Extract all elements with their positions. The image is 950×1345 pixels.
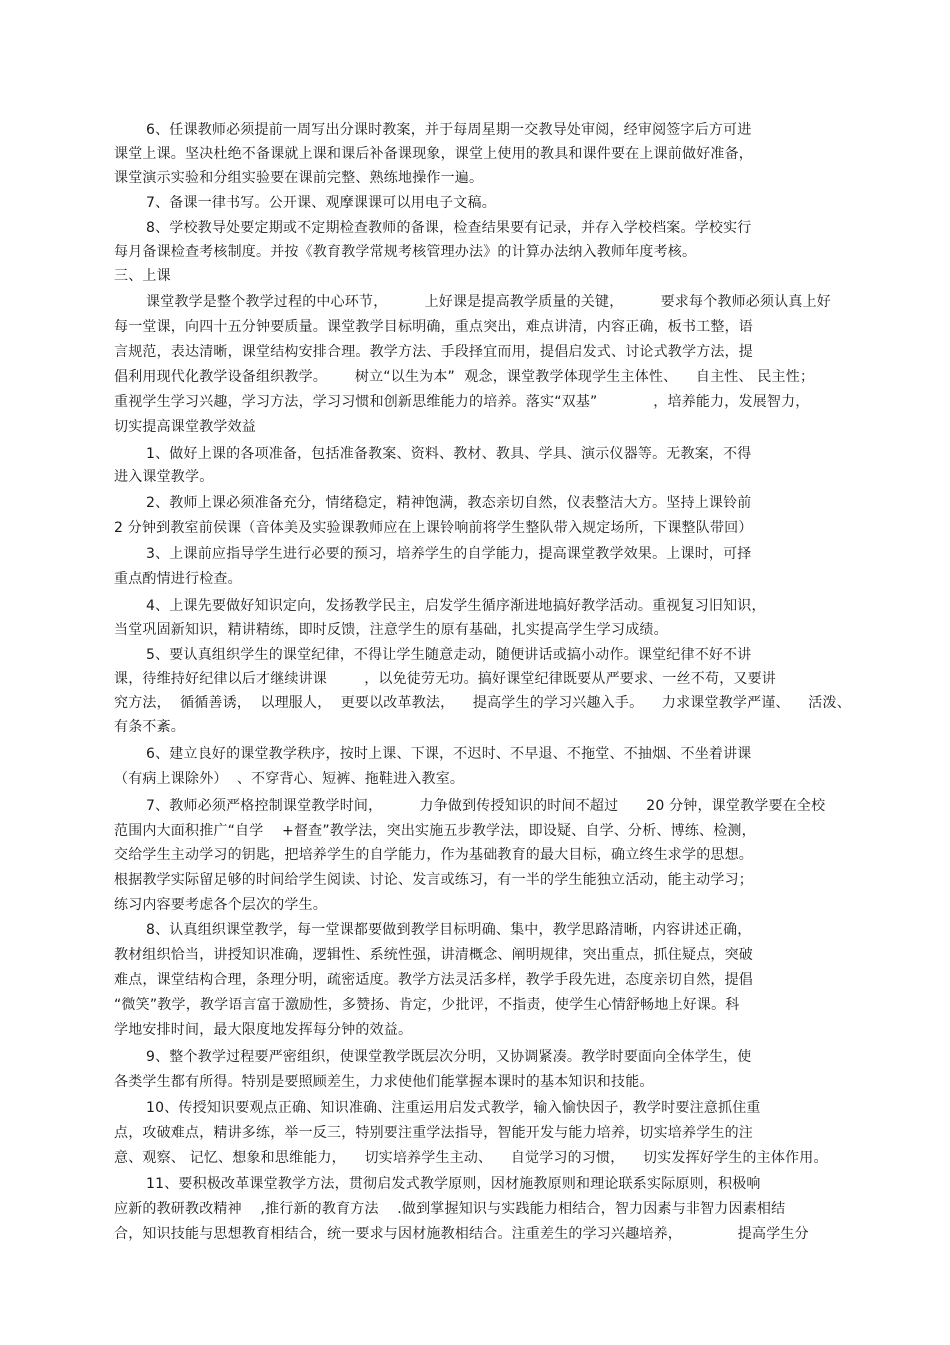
text-line: 课堂教学是整个教学过程的中心环节， 上好课是提高教学质量的关键， 要求每个教师必须认真上好 (146, 294, 832, 310)
text-line: 倡利用现代化教学设备组织教学。 树立“以生为本” 观念，课堂教学体现学生主体性、 自主性、 民主性； (114, 369, 815, 385)
text-line: 当堂巩固新知识，精讲精练，即时反馈，注意学生的原有基础，扎实提高学生学习成绩。 (114, 622, 668, 638)
text-line: 11、要积极改革课堂教学方法，贯彻启发式教学原则，因材施教原则和理论联系实际原则，积极响 (146, 1176, 761, 1192)
text-line: 重视学生学习兴趣，学习方法，学习习惯和创新思维能力的培养。落实“双基” ，培养能力，发展智力， (114, 394, 810, 410)
text-line: 有条不紊。 (114, 719, 185, 735)
text-line: 5、要认真组织学生的课堂纪律，不得让学生随意走动，随便讲话或搞小动作。课堂纪律不好不讲 (146, 647, 752, 663)
text-line: 练习内容要考虑各个层次的学生。 (114, 897, 327, 913)
text-line: 究方法， 循循善诱， 以理服人， 更要以改革教法， 提高学生的学习兴趣入手。 力求课堂教学严谨、 活泼、 (114, 695, 851, 711)
text-line: 合，知识技能与思想教育相结合，统一要求与因材施教相结合。注重差生的学习兴趣培养， 提高学生分 (114, 1226, 809, 1242)
text-line: 1、做好上课的各项准备，包括准备教案、资料、教材、教具、学具、演示仪器等。无教案，不得 (146, 446, 752, 462)
text-line: 4、上课先要做好知识定向，发扬教学民主，启发学生循序渐进地搞好教学活动。重视复习旧知识， (146, 598, 766, 614)
text-line: 重点酌情进行检查。 (114, 571, 242, 587)
text-line: 意、观察、 记忆、想象和思维能力， 切实培养学生主动、 自觉学习的习惯， 切实发挥好学生的主体作用。 (114, 1150, 828, 1166)
text-line: 每一堂课，向四十五分钟要质量。课堂教学目标明确，重点突出，难点讲清，内容正确，板书工整，语 (114, 319, 753, 335)
text-line: 7、备课一律书写。公开课、观摩课课可以用电子文稿。 (146, 195, 496, 211)
text-line: 点，攻破难点，精讲多练，举一反三，特别要注重学法指导，智能开发与能力培养，切实培养学生的注 (114, 1125, 753, 1141)
text-line: 8、学校教导处要定期或不定期检查教师的备课，检查结果要有记录，并存入学校档案。学校实行 (146, 220, 752, 236)
text-line: 各类学生都有所得。特别是要照顾差生，力求使他们能掌握本课时的基本知识和技能。 (114, 1074, 654, 1090)
text-line: 进入课堂教学。 (114, 469, 214, 485)
section-heading: 三、上课 (114, 268, 171, 284)
text-line: 范围内大面积推广“自学 +督查”教学法，突出实施五步教学法，即设疑、自学、分析、博练、检测， (114, 823, 756, 839)
text-line: 根据教学实际留足够的时间给学生阅读、讨论、发言或练习，有一半的学生能独立活动，能主动学习； (114, 872, 753, 888)
text-line: 2 分钟到教室前侯课（音体美及实验课教师应在上课铃响前将学生整队带入规定场所，下课整队带回） (114, 520, 753, 536)
text-line: 言规范，表达清晰，课堂结构安排合理。教学方法、手段择宜而用，提倡启发式、讨论式教学方法，提 (114, 344, 753, 360)
text-line: 教材组织恰当，讲授知识准确，逻辑性、系统性强，讲清概念、阐明规律，突出重点，抓住疑点，突破 (114, 947, 753, 963)
text-line: 6、建立良好的课堂教学秩序，按时上课、下课，不迟时、不早退、不拖堂、不抽烟、不坐着讲课 (146, 746, 752, 762)
text-line: 课堂上课。坚决杜绝不备课就上课和课后补备课现象，课堂上使用的教具和课件要在上课前做好准备， (114, 146, 753, 162)
text-line: 课，待维持好纪律以后才继续讲课 ，以免徒劳无功。搞好课堂纪律既要从严要求、一丝不苟，又要讲 (114, 671, 776, 687)
text-line: 7、教师必须严格控制课堂教学时间， 力争做到传授知识的时间不超过 20 分钟，课堂教学要在全校 (146, 798, 826, 814)
text-line: “微笑”教学，教学语言富于激励性，多赞扬、肯定，少批评，不指责，使学生心情舒畅地上好课。科 (114, 997, 740, 1013)
text-line: 8、认真组织课堂教学，每一堂课都要做到教学目标明确、集中，教学思路清晰，内容讲述正确， (146, 922, 752, 938)
text-line: 交给学生主动学习的钥匙，把培养学生的自学能力，作为基础教育的最大目标，确立终生求学的思想。 (114, 847, 753, 863)
text-line: 3、上课前应指导学生进行必要的预习，培养学生的自学能力，提高课堂教学效果。上课时，可择 (146, 546, 752, 562)
text-line: 6、任课教师必须提前一周写出分课时教案，并于每周星期一交教导处审阅，经审阅签字后方可进 (146, 122, 752, 138)
text-line: 难点，课堂结构合理，条理分明，疏密适度。教学方法灵活多样，教学手段先进，态度亲切自然，提倡 (114, 972, 753, 988)
text-line: 2、教师上课必须准备充分，情绪稳定，精神饱满，教态亲切自然，仪表整洁大方。坚持上课铃前 (146, 495, 752, 511)
text-line: 切实提高课堂教学效益 (114, 419, 256, 435)
text-line: 应新的教研教改精神 ,推行新的教育方法 .做到掌握知识与实践能力相结合，智力因素与非智力因素相结 (114, 1201, 786, 1217)
text-line: 课堂演示实验和分组实验要在课前完整、熟练地操作一遍。 (114, 170, 484, 186)
text-line: 10、传授知识要观点正确、知识准确、注重运用启发式教学，输入愉快因子，教学时要注意抓住重 (146, 1100, 761, 1116)
text-line: （有病上课除外） 、不穿背心、短裤、拖鞋进入教室。 (114, 771, 465, 787)
text-line: 每月备课检查考核制度。并按《教育教学常规考核管理办法》的计算办法纳入教师年度考核。 (114, 244, 697, 260)
text-line: 9、整个教学过程要严密组织，使课堂教学既层次分明，又协调紧凑。教学时要面向全体学生，使 (146, 1049, 752, 1065)
text-line: 学地安排时间，最大限度地发挥每分钟的效益。 (114, 1022, 413, 1038)
